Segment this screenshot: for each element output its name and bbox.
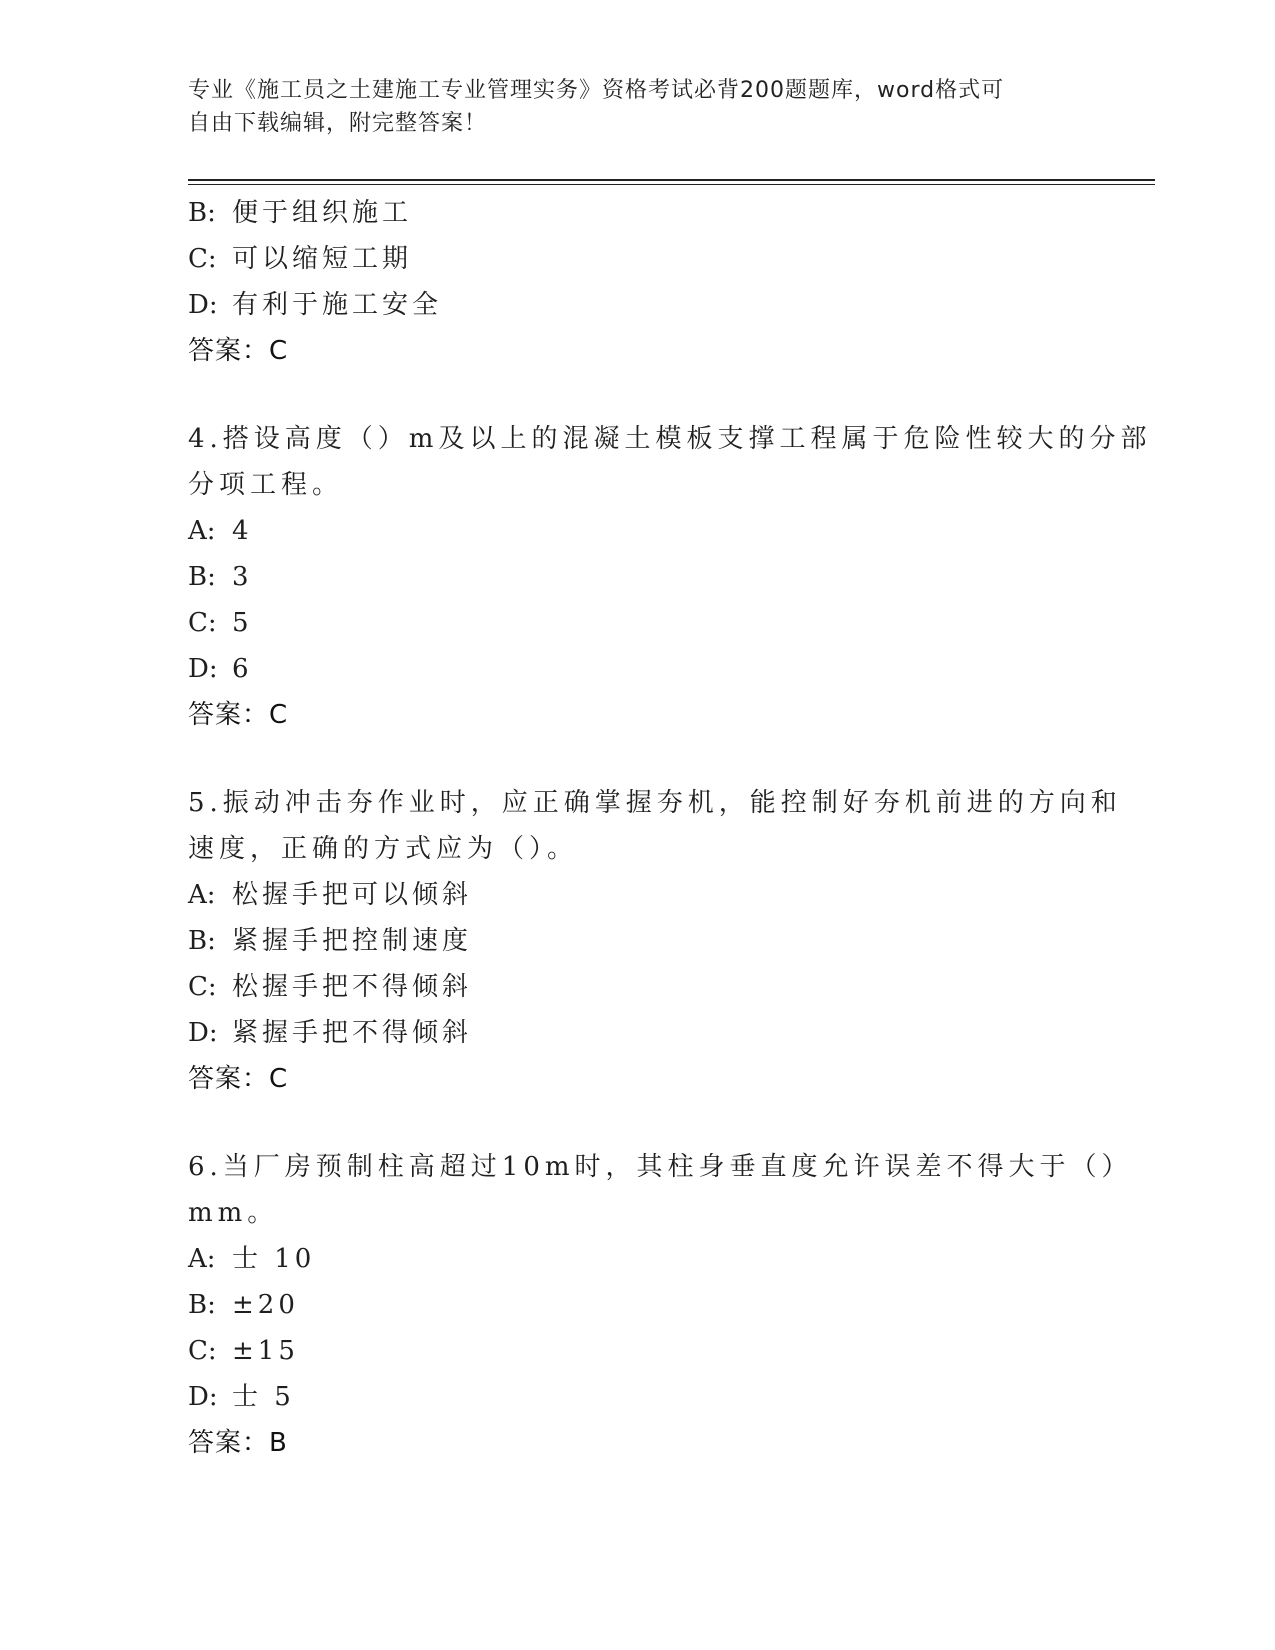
question-stem-line-1: 6.当厂房预制柱高超过10m时，其柱身垂直度允许误差不得大于（） [188,1152,1133,1182]
question-3 [188,190,1088,374]
option-text: ±20 [232,1290,299,1320]
option-d [188,646,1088,692]
question-list [188,190,1152,1466]
question-stem-line-2: 速度，正确的方式应为（）。 [188,834,579,864]
question-stem-line-2: mm。 [188,1198,279,1228]
option-letter: C: [188,1336,217,1366]
option-letter: B: [188,198,216,228]
header-line-2: 自由下载编辑，附完整答案！ [188,111,488,136]
option-a [188,508,1088,554]
option-text: 4 [232,516,253,546]
option-c [188,236,1088,282]
option-c [188,600,1088,646]
question-stem-line-2: 分项工程。 [188,470,344,500]
option-letter: A: [188,880,216,910]
option-b [188,918,1088,964]
answer-line: 答案：C [188,336,289,366]
answer-line: 答案：C [188,1064,289,1094]
option-d [188,282,1088,328]
header-divider-thin [188,184,1155,185]
header-divider-thick [188,179,1155,181]
option-letter: A: [188,1244,216,1274]
option-text: 有利于施工安全 [232,290,443,320]
option-text: ±15 [232,1336,299,1366]
option-text: 士 10 [232,1244,316,1274]
answer-line: 答案：B [188,1428,288,1458]
option-text: 3 [232,562,253,592]
option-text: 松握手把不得倾斜 [232,972,473,1002]
option-letter: B: [188,926,216,956]
option-letter: C: [188,608,217,638]
option-text: 可以缩短工期 [232,244,413,274]
header-line-1: 专业《施工员之土建施工专业管理实务》资格考试必背200题题库，word格式可 [188,78,1005,103]
option-text: 6 [232,654,253,684]
question-6 [188,1144,1133,1466]
question-5 [188,780,1122,1102]
option-letter: C: [188,972,217,1002]
option-letter: D: [188,290,218,320]
option-text: 5 [232,608,253,638]
option-letter: A: [188,516,216,546]
option-letter: B: [188,1290,216,1320]
option-a [188,872,1088,918]
option-letter: B: [188,562,216,592]
option-letter: C: [188,244,217,274]
answer-line: 答案：C [188,700,289,730]
option-text: 紧握手把控制速度 [232,926,473,956]
option-c [188,1328,1088,1374]
option-letter: D: [188,1382,218,1412]
option-d [188,1010,1088,1056]
option-text: 紧握手把不得倾斜 [232,1018,473,1048]
option-b [188,554,1088,600]
option-text: 便于组织施工 [232,198,413,228]
option-b [188,190,1088,236]
option-text: 士 5 [232,1382,295,1412]
option-d [188,1374,1088,1420]
option-letter: D: [188,654,218,684]
option-b [188,1282,1088,1328]
question-4 [188,416,1152,738]
question-stem-line-1: 5.振动冲击夯作业时，应正确掌握夯机，能控制好夯机前进的方向和 [188,788,1122,818]
option-a [188,1236,1088,1282]
option-letter: D: [188,1018,218,1048]
option-text: 松握手把可以倾斜 [232,880,473,910]
option-c [188,964,1088,1010]
document-header [188,74,1068,140]
question-stem-line-1: 4.搭设高度（）m及以上的混凝土模板支撑工程属于危险性较大的分部 [188,424,1152,454]
